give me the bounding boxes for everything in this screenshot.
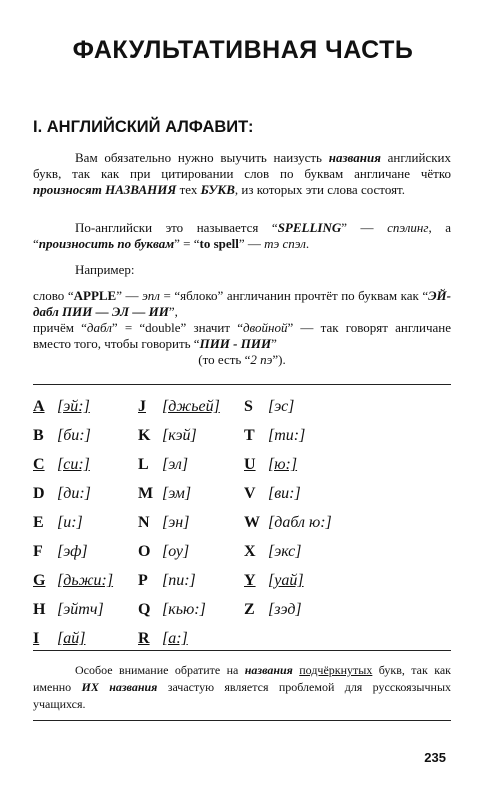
letter: Z — [244, 601, 255, 618]
letter: X — [244, 543, 256, 560]
alphabet-cell — [33, 514, 83, 532]
spelling-phrase: произносить по буквам — [38, 236, 175, 251]
note-text: букв, так как именно — [33, 663, 451, 694]
intro-text: тех — [176, 182, 201, 197]
example-spelled: ПИИ - ПИИ — [199, 336, 272, 351]
alphabet-row — [33, 456, 453, 485]
alphabet-cell — [138, 514, 189, 532]
example-transcription: двойной — [242, 320, 288, 335]
letter: P — [138, 572, 148, 589]
example-paragraph — [33, 288, 451, 368]
example-text: ”). — [272, 352, 286, 367]
alphabet-cell — [33, 398, 90, 416]
intro-text: , из которых эти слова состоят. — [234, 182, 405, 197]
letter: J — [138, 398, 146, 415]
example-centered-line — [33, 352, 451, 368]
alphabet-cell — [138, 398, 220, 416]
alphabet-cell — [138, 572, 196, 590]
note-emphasis: названия — [244, 663, 293, 677]
letter: H — [33, 601, 46, 618]
letter: L — [138, 456, 149, 473]
spelling-paragraph — [33, 220, 451, 252]
letter-name-transcription: [ю:] — [268, 456, 298, 473]
spelling-text: . — [305, 236, 310, 251]
letter-name-transcription: [уай] — [268, 572, 304, 589]
letter: F — [33, 543, 43, 560]
letter: O — [138, 543, 151, 560]
example-word: APPLE — [73, 288, 117, 303]
chapter-title: ФАКУЛЬТАТИВНАЯ ЧАСТЬ — [72, 36, 414, 64]
letter-name-transcription: [эн] — [162, 514, 190, 531]
intro-emphasis: названия — [328, 150, 381, 165]
intro-emphasis: БУКВ — [200, 182, 235, 197]
note-text: зачастую является проблемой для русскоязычных учащихся. — [33, 680, 451, 711]
example-text: ” = “double” значит “ — [111, 320, 243, 335]
alphabet-cell — [138, 485, 191, 503]
letter: N — [138, 514, 150, 531]
alphabet-row — [33, 572, 453, 601]
letter-name-transcription: [дьжи:] — [57, 572, 114, 589]
note-underlined: подчёркнутых — [299, 663, 373, 677]
letter-name-transcription: [mu:] — [268, 427, 306, 444]
letter-name-transcription: [эф] — [57, 543, 88, 560]
alphabet-cell — [138, 601, 206, 619]
alphabet-cell — [33, 485, 91, 503]
letter: Q — [138, 601, 151, 618]
note-text: Особое внимание обратите на — [75, 663, 245, 677]
letter-name-transcription: [зэд] — [268, 601, 302, 618]
alphabet-cell — [138, 456, 188, 474]
letter-name-transcription: [джьей] — [162, 398, 220, 415]
example-text: ” — [271, 336, 277, 351]
letter-name-transcription: [экс] — [268, 543, 302, 560]
alphabet-cell — [244, 572, 304, 590]
letter-name-transcription: [эйтч] — [57, 601, 104, 618]
letter: M — [138, 485, 154, 502]
letter: C — [33, 456, 45, 473]
letter: G — [33, 572, 46, 589]
divider-bottom — [33, 720, 451, 721]
letter-name-transcription: [оу] — [162, 543, 190, 560]
alphabet-cell — [244, 427, 305, 445]
spelling-term: to spell — [199, 236, 239, 251]
alphabet-row — [33, 630, 453, 659]
letter-name-transcription: [ай] — [57, 630, 86, 647]
letter-name-transcription: [а:] — [162, 630, 188, 647]
spelling-text: ” — — [238, 236, 265, 251]
alphabet-cell — [33, 572, 113, 590]
note-paragraph — [33, 662, 451, 713]
example-spelled: ЭЙ- дабл ПИИ — ЭЛ — ИИ — [33, 288, 451, 319]
letter-name-transcription: [ди:] — [57, 485, 91, 502]
example-transcription: эпл — [142, 288, 160, 303]
letter: A — [33, 398, 45, 415]
alphabet-row — [33, 601, 453, 630]
letter-name-transcription: [эл] — [162, 456, 189, 473]
intro-paragraph — [33, 150, 451, 198]
letter-name-transcription: [си:] — [57, 456, 90, 473]
alphabet-row — [33, 485, 453, 514]
example-label: Например: — [75, 262, 135, 277]
section-title: I. АНГЛИЙСКИЙ АЛФАВИТ: — [33, 118, 254, 136]
intro-emphasis: произносят — [33, 182, 102, 197]
letter-name-transcription: [u:] — [57, 514, 83, 531]
letter: T — [244, 427, 255, 444]
alphabet-cell — [244, 601, 302, 619]
alphabet-cell — [138, 543, 189, 561]
letter: B — [33, 427, 44, 444]
spelling-text: По-английски это называется “ — [75, 220, 278, 235]
letter-name-transcription: [эс] — [268, 398, 295, 415]
note-emphasis: ИХ названия — [81, 680, 158, 694]
letter: D — [33, 485, 45, 502]
divider-top — [33, 384, 451, 385]
example-text: = “яблоко” англичанин прочтёт по буквам как “ — [159, 288, 429, 303]
alphabet-cell — [33, 427, 91, 445]
example-text: (то есть “ — [198, 352, 251, 367]
example-text: слово “ — [33, 288, 74, 303]
alphabet-cell — [244, 485, 301, 503]
intro-emphasis: НАЗВАНИЯ — [105, 182, 177, 197]
letter-name-transcription: [пи:] — [162, 572, 196, 589]
letter-name-transcription: [кью:] — [162, 601, 206, 618]
letter: S — [244, 398, 253, 415]
intro-text: Вам обязательно нужно выучить наизусть — [75, 150, 329, 165]
alphabet-cell — [244, 514, 332, 532]
letter: Y — [244, 572, 256, 589]
alphabet-row — [33, 514, 453, 543]
page-number: 235 — [424, 750, 446, 765]
example-text: ” — так говорят англичане вместо того, чтобы говорить “ — [33, 320, 452, 351]
letter-name-transcription: [эй:] — [57, 398, 90, 415]
alphabet-cell — [138, 630, 188, 648]
alphabet-cell — [33, 630, 85, 648]
example-text: ”, — [168, 304, 178, 319]
spelling-transcription: тэ спэл — [264, 236, 306, 251]
letter: I — [33, 630, 40, 647]
letter: R — [138, 630, 150, 647]
spelling-term: SPELLING — [277, 220, 342, 235]
alphabet-cell — [244, 543, 301, 561]
letter-name-transcription: [дабл ю:] — [268, 514, 332, 531]
letter: V — [244, 485, 256, 502]
letter: W — [244, 514, 260, 531]
example-text: причём “ — [33, 320, 87, 335]
example-transcription: 2 пэ — [250, 352, 273, 367]
letter-name-transcription: [би:] — [57, 427, 91, 444]
letter-name-transcription: [кэй] — [162, 427, 197, 444]
letter: U — [244, 456, 256, 473]
spelling-transcription: спэлинг — [387, 220, 429, 235]
alphabet-row — [33, 543, 453, 572]
intro-text: английских букв, так как при цитировании слов по буквам англичане чётко — [33, 150, 452, 181]
alphabet-row — [33, 398, 453, 427]
spelling-text: , а “ — [33, 220, 451, 251]
alphabet-row — [33, 427, 453, 456]
alphabet-cell — [33, 543, 88, 561]
divider-middle — [33, 650, 451, 651]
alphabet-cell — [244, 398, 294, 416]
alphabet-table — [33, 398, 453, 659]
alphabet-cell — [33, 601, 104, 619]
letter-name-transcription: [ви:] — [268, 485, 301, 502]
example-transcription: дабл — [86, 320, 112, 335]
alphabet-cell — [138, 427, 197, 445]
letter-name-transcription: [эм] — [162, 485, 192, 502]
letter: K — [138, 427, 151, 444]
alphabet-cell — [33, 456, 90, 474]
spelling-text: ” — — [341, 220, 388, 235]
example-text: ” — — [116, 288, 143, 303]
letter: E — [33, 514, 44, 531]
spelling-text: ” = “ — [174, 236, 200, 251]
alphabet-cell — [244, 456, 297, 474]
